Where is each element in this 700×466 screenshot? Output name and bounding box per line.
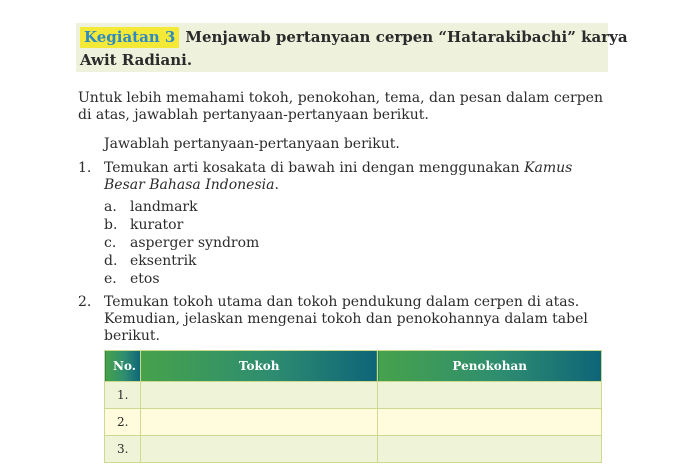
question-2-text: Temukan tokoh utama dan tokoh pendukung dalam cerpen di atas. Kemudian, jelaskan mengenai tokoh dan penokohannya dalam tabel berikut. [104,294,588,344]
question-1-text [104,160,601,194]
table-row [105,382,602,409]
character-table [104,350,602,463]
instruction-text: Jawablah pertanyaan-pertanyaan berikut. [104,136,400,152]
list-item-text: landmark [130,199,198,215]
table-header-row [105,351,602,382]
list-item [104,252,259,270]
list-item-text: eksentrik [130,253,197,269]
list-item [104,216,259,234]
list-item [104,234,259,252]
activity-title-text: Menjawab pertanyaan cerpen “Hatarakibachi” karya [185,28,628,46]
list-item [104,198,259,216]
activity-title-line2: Awit Radiani. [80,51,193,69]
intro-paragraph: Untuk lebih memahami tokoh, penokohan, tema, dan pesan dalam cerpen di atas, jawablah pertanyaan-pertanyaan berikut. [78,90,603,123]
question-2-number: 2. [78,294,92,310]
list-item [104,270,259,288]
table-cell-penokohan[interactable] [378,409,602,436]
table-row [105,409,602,436]
vocabulary-list [104,198,259,288]
list-item-text: asperger syndrom [130,235,260,251]
table-cell-penokohan[interactable] [378,436,602,463]
question-1-text-before: Temukan arti kosakata di bawah ini dengan menggunakan [104,160,525,176]
table-header-no: No. [105,351,141,382]
activity-title-line1 [80,28,628,46]
list-item-letter: a. [104,199,117,215]
table-cell-tokoh[interactable] [140,409,377,436]
table-cell-no: 2. [105,409,141,436]
list-item-text: kurator [130,217,184,233]
list-item-letter: e. [104,271,117,287]
question-1-dictionary-name: Kamus Besar Bahasa Indonesia [104,160,573,193]
question-1-text-after: . [274,177,279,193]
activity-badge: Kegiatan 3 [80,27,179,48]
table-header-penokohan: Penokohan [378,351,602,382]
list-item-letter: d. [104,253,118,269]
table-header-tokoh: Tokoh [140,351,377,382]
list-item-text: etos [130,271,160,287]
list-item-letter: b. [104,217,118,233]
question-1-number: 1. [78,160,92,176]
table-row [105,436,602,463]
table-cell-no: 1. [105,382,141,409]
list-item-letter: c. [104,235,117,251]
table-cell-tokoh[interactable] [140,436,377,463]
table-cell-no: 3. [105,436,141,463]
table-cell-tokoh[interactable] [140,382,377,409]
table-cell-penokohan[interactable] [378,382,602,409]
